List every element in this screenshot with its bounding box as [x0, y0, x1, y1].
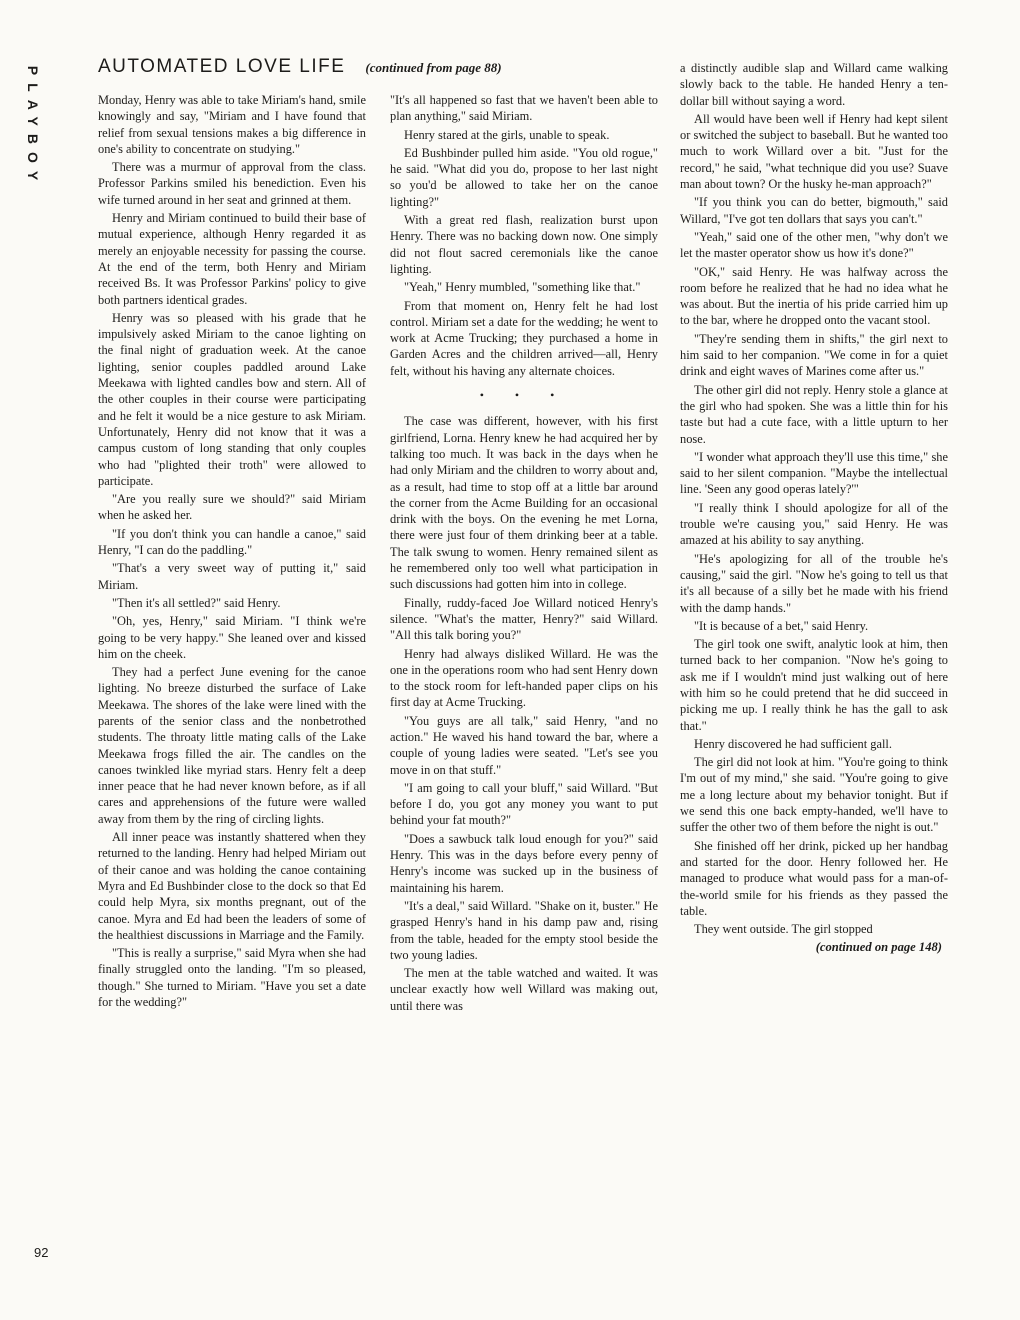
paragraph: The men at the table watched and waited. It was unclear exactly how well Willard was making out, until there was — [390, 966, 658, 1013]
paragraph: All inner peace was instantly shattered when they returned to the landing. Henry had helped Miriam out of their canoe and was holding the canoe containing Myra and Ed Bushbinder close to the dock so that Ed could help Myra, six months pregnant, out of the canoe. Myra and Ed had been the leaders of some of the healthiest discussions in Marriage and the Family. — [98, 830, 366, 942]
paragraph: "I really think I should apologize for all of the trouble we're causing you," said Henry. He was amazed at his ability to say anything. — [680, 500, 948, 548]
paragraph: The other girl did not reply. Henry stole a glance at the girl who had spoken. She was a little thin for his taste but had a cute face, with a little upturn to her nose. — [680, 382, 948, 446]
paragraph: Henry was so pleased with his grade that he impulsively asked Miriam to the canoe lighting on the final night of graduation week. At the canoe lighting, senior couples paddled around Lake Meekawa with lighted candles bow and stern. All of the other couples in their course were participating and he felt it would be a nice gesture to ask Miriam. Unfortunately, Henry did not know that it was a campus custom of long standing that only couples who had "plighted their troth" were allowed to participate. — [98, 310, 366, 488]
paragraph: "You guys are all talk," said Henry, "and no action." He waved his hand toward the bar, where a couple of young ladies were seated. "Let's see you move in on that stuff." — [390, 713, 658, 777]
paragraph: The girl took one swift, analytic look at him, then turned back to her companion. "Now he's going to ask me if I wouldn't mind just walking out of here with him so he could pretend that he did succeed in picking me up. I really think he has the gall to ask that." — [680, 637, 948, 733]
paragraph: a distinctly audible slap and Willard came walking slowly back to the table. He handed Henry a ten-dollar bill without saying a word. — [680, 61, 948, 108]
text-column-2 — [390, 92, 658, 1016]
paragraph: "I am going to call your bluff," said Willard. "But before I do, you got any money you want to put behind your fat mouth?" — [390, 780, 658, 828]
paragraph: "Does a sawbuck talk loud enough for you?" said Henry. This was in the days before every penny of Henry's income was sucked up in the business of maintaining his harem. — [390, 831, 658, 895]
paragraph: From that moment on, Henry felt he had lost control. Miriam set a date for the wedding; he went to work at Acme Trucking; they purchased a home in Garden Acres and the children arrived—all, Henry felt, without his having any alternate choices. — [390, 298, 658, 378]
page-number: 92 — [34, 1245, 49, 1260]
paragraph: "Then it's all settled?" said Henry. — [112, 595, 281, 610]
text-column-3 — [680, 60, 948, 956]
paragraph: "It's a deal," said Willard. "Shake on it, buster." He grasped Henry's hand in his damp paw and, rising from the table, headed for the empty stool beside the two young ladies. — [390, 898, 658, 962]
paragraph: "Yeah," said one of the other men, "why don't we let the master operator show us how it's done?" — [680, 229, 948, 261]
paragraph: "If you don't think you can handle a canoe," said Henry, "I can do the paddling." — [98, 526, 366, 558]
text-column-1 — [98, 92, 366, 1012]
paragraph: The girl did not look at him. "You're going to think I'm out of my mind," she said. "You're going to give me a long lecture about my behavior tonight. But if we send this one back empty-handed, we'll have to suffer the other two of them before the night is out." — [680, 755, 948, 835]
magazine-logo — [16, 52, 50, 202]
article-title: AUTOMATED LOVE LIFE — [98, 56, 346, 77]
paragraph: "OK," said Henry. He was halfway across the room before he realized that he had no idea what he was about. But the inertia of his pride carried him up to the bar, where he dropped onto the vacant stool. — [680, 264, 948, 328]
paragraph: Henry and Miriam continued to build their base of mutual experience, although Henry regarded it as merely an enjoyable necessity for passing the course. At the end of the term, both Henry and Miriam received Bs. It was Professor Parkins' policy to give both partners identical grades. — [98, 211, 366, 307]
paragraph: "This is really a surprise," said Myra when she had finally struggled onto the landing. "I'm so pleased, though." She turned to Miriam. "Have you set a date for the wedding?" — [98, 946, 366, 1010]
paragraph: There was a murmur of approval from the class. Professor Parkins smiled his benediction. Even his wife turned around in her seat and grinned at them. — [98, 160, 366, 207]
paragraph: "I wonder what approach they'll use this time," she said to her silent companion. "Maybe the intellectual line. 'Seen any good operas lately?'" — [680, 449, 948, 497]
paragraph: Henry discovered he had sufficient gall. — [694, 736, 892, 751]
continued-on: (continued on page 148) — [815, 940, 942, 955]
paragraph: "Are you really sure we should?" said Miriam when he asked her. — [98, 492, 366, 523]
paragraph: "They're sending them in shifts," the girl next to him said to her companion. "We come in for a quiet drink and eight waves of Marines come after us." — [680, 331, 948, 379]
paragraph: Henry had always disliked Willard. He was the one in the operations room who had sent Henry down to the stock room for left-handed paper clips on his first day at Acme Trucking. — [390, 646, 658, 710]
paragraph: "If you think you can do better, bigmouth," said Willard, "I've got ten dollars that says you can't." — [680, 195, 948, 226]
paragraph: The case was different, however, with his first girlfriend, Lorna. Henry knew he had acquired her by talking too much. It was back in the days when he had only Miriam and the children to worry about and, as a result, had time to stop off at a little bar around the corner from the Acme Building for an occasional drink with the boys. On the evening he met Lorna, there were just four of them drinking beer at a table. The talk swung to women. Henry remained silent as he remembered only too well what participation in such discussions had gotten him into in college. — [390, 414, 658, 592]
paragraph: Monday, Henry was able to take Miriam's hand, smile knowingly and say, "Miriam and I have found that relief from sexual tensions makes a big difference in one's ability to concentrate on studying." — [98, 93, 366, 156]
paragraph: All would have been well if Henry had kept silent or switched the subject to baseball. But he wanted too much to work Willard over a bit. "Just for the record," he said, "what technique did you use? Suave man about town? Or the husky he-man approach?" — [680, 111, 948, 192]
continued-from: (continued from page 88) — [365, 60, 502, 75]
article-header — [98, 56, 658, 84]
paragraph: "That's a very sweet way of putting it," said Miriam. — [98, 561, 366, 592]
paragraph: They went outside. The girl stopped — [694, 922, 873, 937]
paragraph: Ed Bushbinder pulled him aside. "You old rogue," he said. "What did you do, propose to her last night so you'd be allowed to take her on the canoe lighting?" — [390, 145, 658, 209]
paragraph: "It's all happened so fast that we haven't been able to plan anything," said Miriam. — [390, 93, 658, 124]
paragraph: "He's apologizing for all of the trouble he's causing," said the girl. "Now he's going to tell us that it's all because of a silly bet he made with his friend with the damp hands." — [680, 551, 948, 615]
paragraph: With a great red flash, realization burst upon Henry. There was no backing down now. One simply did not flout sacred ceremonials like the canoe lighting. — [390, 213, 658, 276]
magazine-name: PLAYBOY — [25, 65, 41, 189]
paragraph: "Yeah," Henry mumbled, "something like that." — [404, 280, 641, 295]
paragraph: "It is because of a bet," said Henry. — [694, 618, 869, 633]
paragraph: "Oh, yes, Henry," said Miriam. "I think we're going to be very happy." She leaned over and kissed him on the cheek. — [98, 614, 366, 661]
paragraph: Henry stared at the girls, unable to speak. — [404, 127, 610, 142]
paragraph: She finished off her drink, picked up her handbag and started for the door. Henry followed her. He managed to produce what would pass for a man-of-the-world smile for his friends as they passed the table. — [680, 838, 948, 918]
paragraph: They had a perfect June evening for the canoe lighting. No breeze disturbed the surface of Lake Meekawa. The shores of the lake were lined with the parents of the senior class and the nonbetrothed students. The throaty little mating calls of the Lake Meekawa frogs filled the air. The candles on the canoes twinkled like myriad stars. Henry felt a deep inner peace that he had never known before, as if all cares and apprehensions of the future were walled away from them by the ring of circling lights. — [98, 665, 366, 826]
section-separator: • • • — [479, 388, 569, 403]
paragraph: Finally, ruddy-faced Joe Willard noticed Henry's silence. "What's the matter, Henry?" said Willard. "All this talk boring you?" — [390, 595, 658, 643]
